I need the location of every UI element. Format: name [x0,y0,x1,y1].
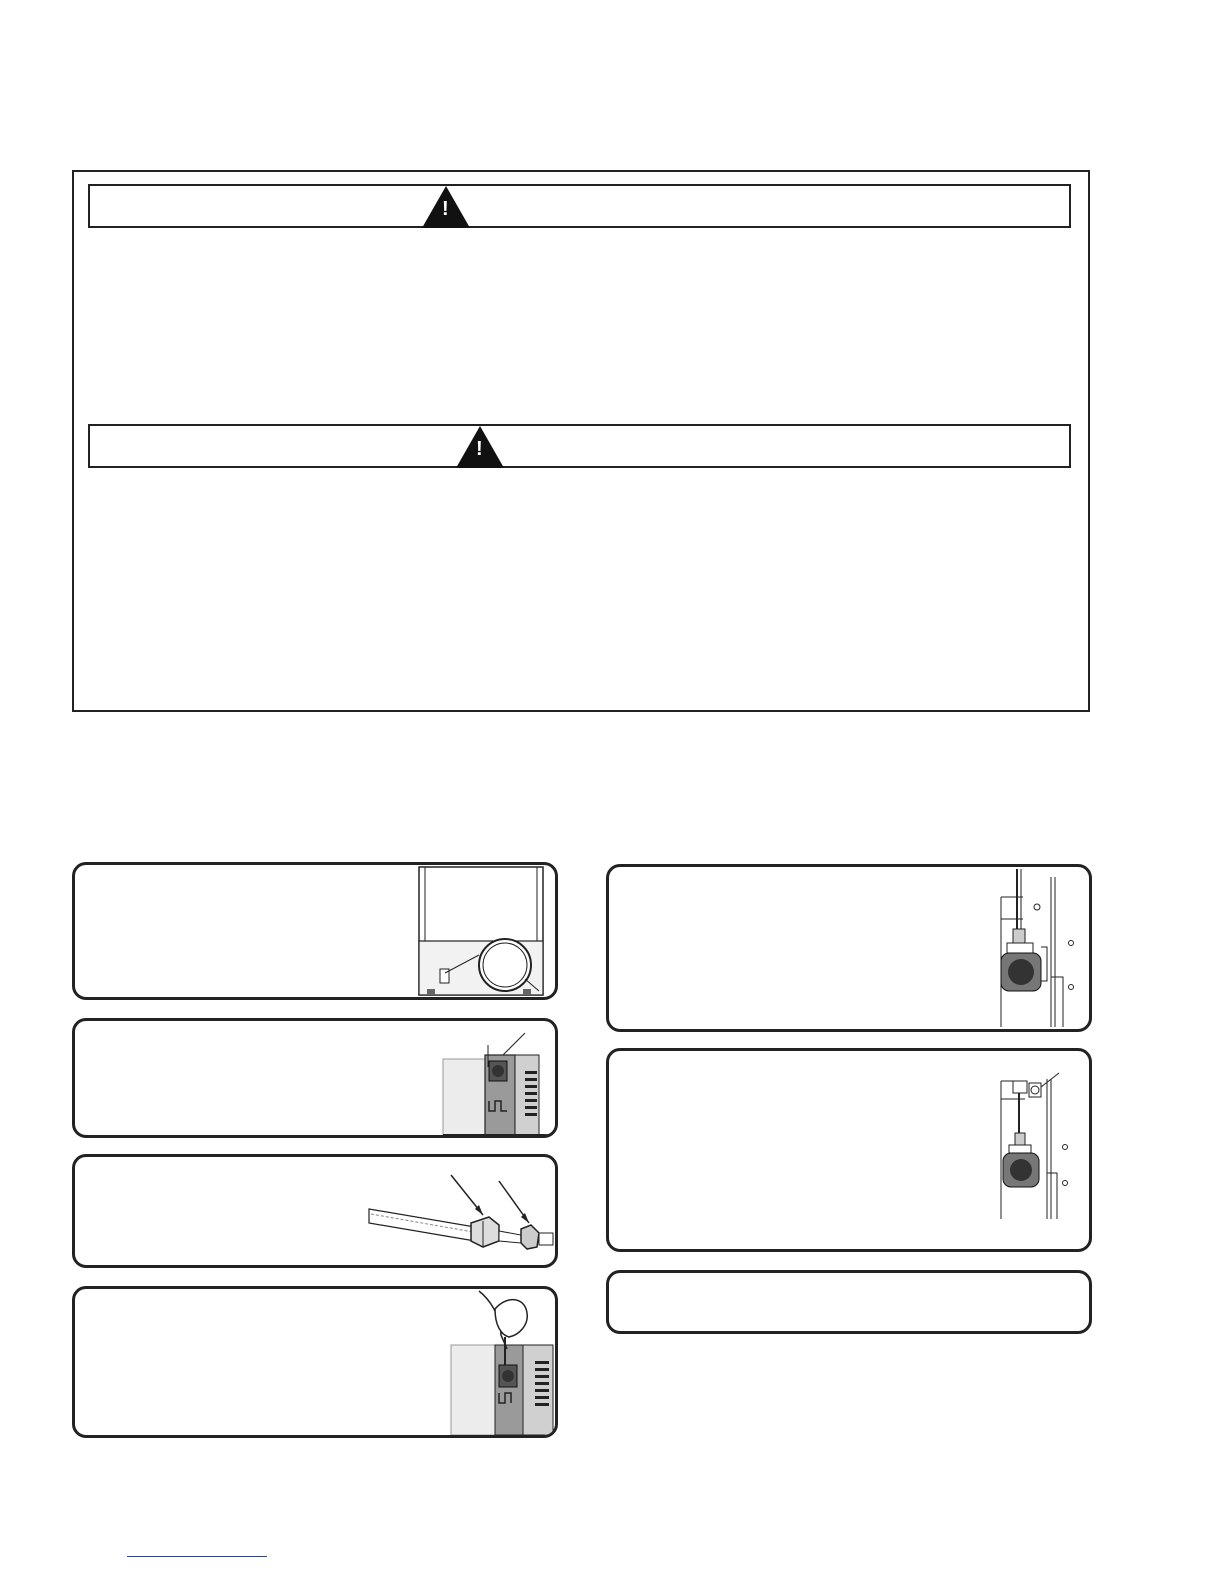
step-panel-7 [606,1270,1092,1334]
caution-banner [88,424,1071,468]
step-panel-3 [72,1154,558,1268]
tube-clamp-secured-illustration [995,1069,1091,1239]
step-panel-1 [72,862,558,1000]
step-panel-6 [606,1048,1092,1252]
hand-tightening-fitting-illustration [449,1289,558,1437]
warning-triangle-icon: ! [422,186,470,228]
step-panel-5 [606,864,1092,1032]
dishwasher-rear-coil-illustration [415,865,558,1000]
compression-fitting-illustration [365,1171,557,1261]
caution-triangle-icon: ! [456,426,504,468]
step-panel-2 [72,1018,558,1138]
valve-inlet-tube-connected-illustration [993,867,1091,1031]
footer-link-underline [127,1556,267,1557]
step-panel-4 [72,1286,558,1438]
warning-banner [88,184,1071,228]
water-valve-location-illustration [441,1031,558,1138]
